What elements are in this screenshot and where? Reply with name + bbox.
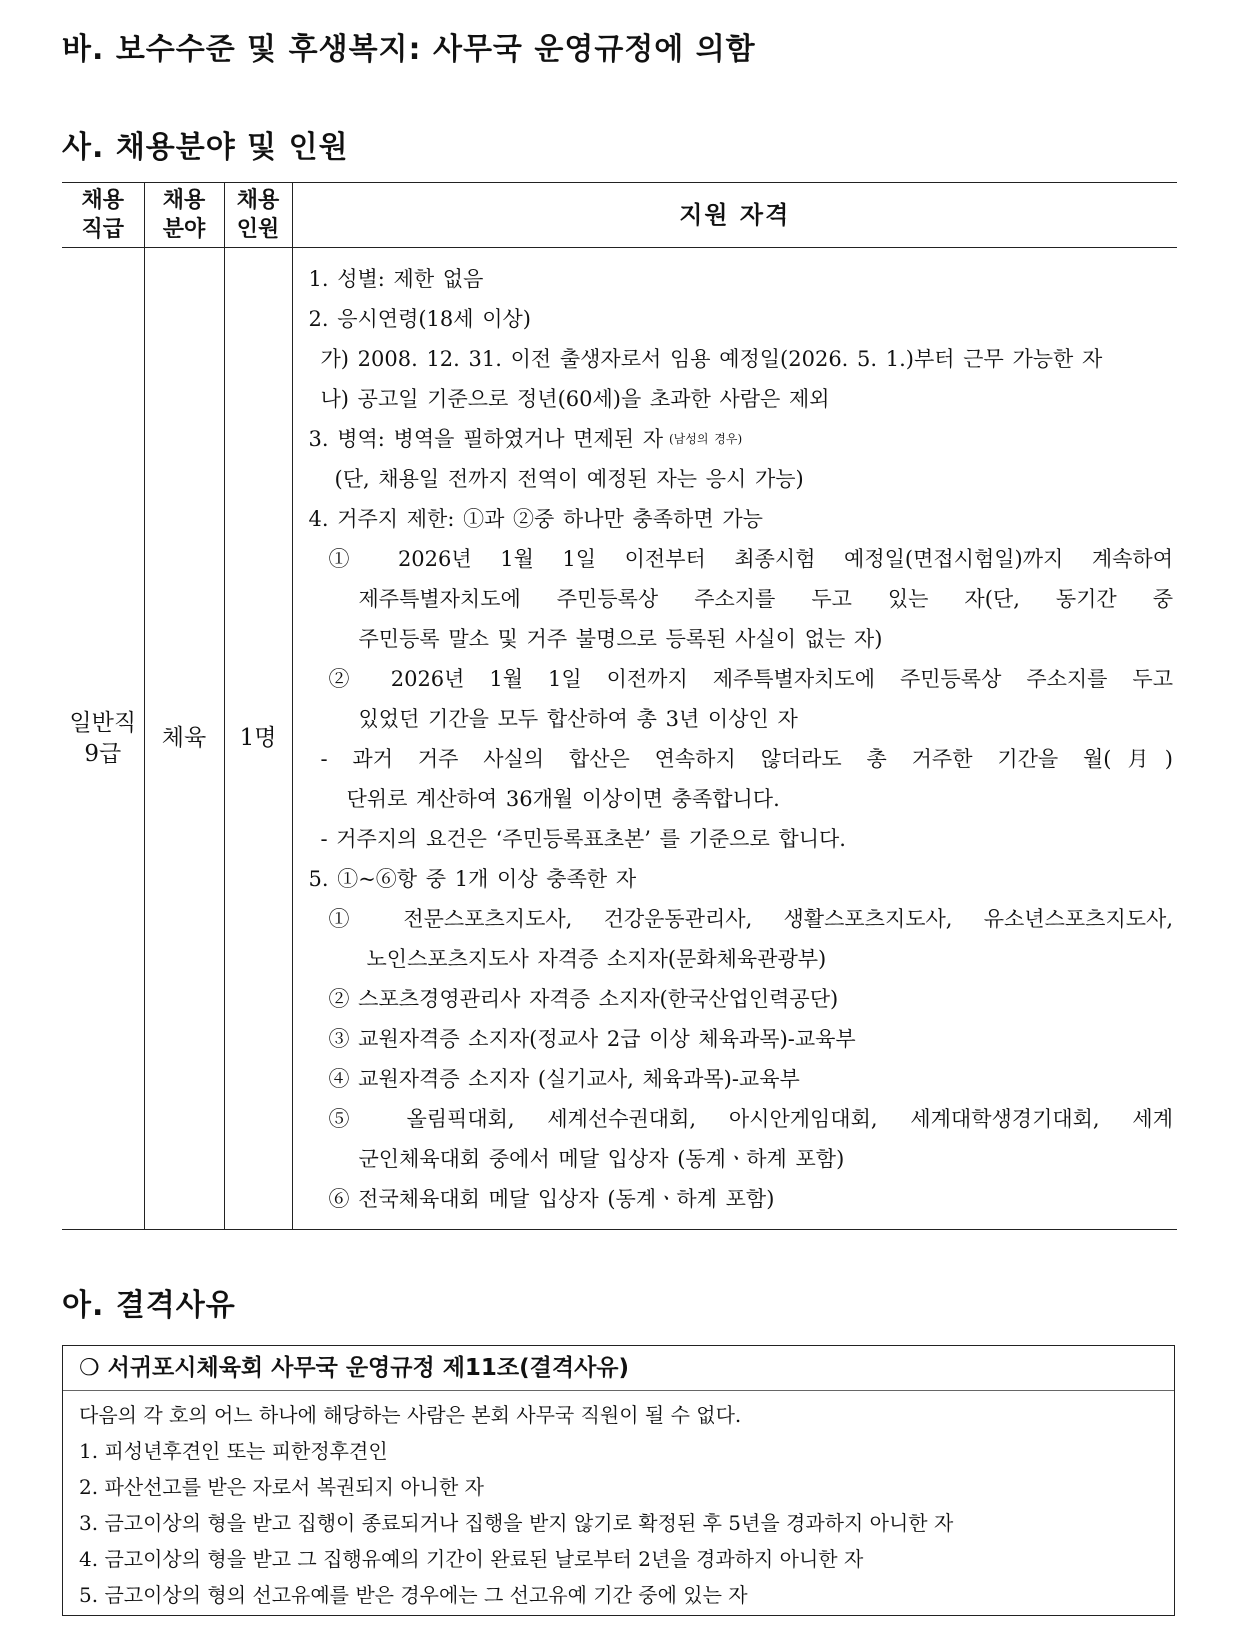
header-field-line1: 채용 [162,188,206,213]
list-item: 1. 피성년후견인 또는 피한정후견인 [79,1439,388,1463]
qual-line: ② 2026년 1월 1일 이전까지 제주특별자치도에 주민등록상 주소지를 두고 [328,667,1173,691]
header-grade-line2: 직급 [81,217,124,242]
qual-line: - 거주지의 요건은 ‘주민등록표초본’ 를 기준으로 합니다. [320,827,846,851]
header-field [144,183,224,248]
qual-line: 5. ①~⑥항 중 1개 이상 충족한 자 [308,867,637,891]
cell-grade [62,248,144,1230]
section-title-pay-benefits: 바. 보수수준 및 후생복지: 사무국 운영규정에 의함 [62,32,756,67]
cell-grade-line1: 일반직 [69,709,137,736]
qual-line: ③ 교원자격증 소지자(정교사 2급 이상 체육과목)-교육부 [328,1027,856,1051]
military-note: (남성의 경우) [669,432,743,446]
qual-line: 1. 성별: 제한 없음 [308,267,484,291]
qual-line: 단위로 계산하여 36개월 이상이면 충족합니다. [346,787,780,811]
qual-military-text: 3. 병역: 병역을 필하였거나 면제된 자 [308,427,663,451]
qual-line: 가) 2008. 12. 31. 이전 출생자로서 임용 예정일(2026. 5. 1.)부터 근무 가능한 자 [320,347,1103,371]
header-count-line2: 인원 [236,217,280,242]
section-title-recruitment: 사. 채용분야 및 인원 [62,130,349,165]
qual-line: ① 2026년 1월 1일 이전부터 최종시험 예정일(면접시험일)까지 계속하여 [328,547,1173,571]
qual-line: ② 스포츠경영관리사 자격증 소지자(한국산업인력공단) [328,987,839,1011]
qual-line: ④ 교원자격증 소지자 (실기교사, 체육과목)-교육부 [328,1067,800,1091]
cell-qualifications [292,248,1177,1230]
qual-line: 노인스포츠지도사 자격증 소지자(문화체육관광부) [366,947,827,971]
qual-line: 제주특별자치도에 주민등록상 주소지를 두고 있는 자(단, 동기간 중 [358,587,1173,611]
section-title-disqualification: 아. 결격사유 [62,1288,236,1323]
table-header-row [62,183,1177,248]
cell-grade-line2: 9급 [84,740,122,767]
header-field-line2: 분야 [162,217,206,242]
header-count-line1: 채용 [236,188,280,213]
qual-line: - 과거 거주 사실의 합산은 연속하지 않더라도 총 거주한 기간을 월(月) [320,747,1173,771]
table-row [62,248,1177,1230]
list-item: 5. 금고이상의 형의 선고유예를 받은 경우에는 그 선고유예 기간 중에 있는 자 [79,1583,748,1607]
qual-line: 군인체육대회 중에서 메달 입상자 (동계ㆍ하계 포함) [358,1147,845,1171]
qual-line: ① 전문스포츠지도사, 건강운동관리사, 생활스포츠지도사, 유소년스포츠지도사, [328,907,1173,931]
header-count [224,183,292,248]
qual-line: 2. 응시연령(18세 이상) [308,307,531,331]
qual-line: 주민등록 말소 및 거주 불명으로 등록된 사실이 없는 자) [358,627,883,651]
list-item: 3. 금고이상의 형을 받고 집행이 종료되거나 집행을 받지 않기로 확정된 후 5년을 경과하지 아니한 자 [79,1511,954,1535]
qual-line-military [309,419,1174,459]
header-grade [62,183,144,248]
cell-count: 1명 [224,248,292,1230]
list-item: 2. 파산선고를 받은 자로서 복권되지 아니한 자 [79,1475,484,1499]
disqualification-heading: ❍ 서귀포시체육회 사무국 운영규정 제11조(결격사유) [63,1346,1174,1391]
cell-field: 체육 [144,248,224,1230]
list-item: 4. 금고이상의 형을 받고 그 집행유예의 기간이 완료된 날로부터 2년을 경과하지 아니한 자 [79,1547,864,1571]
qual-line: 4. 거주지 제한: ①과 ②중 하나만 충족하면 가능 [308,507,763,531]
header-grade-line1: 채용 [81,188,124,213]
qual-line: (단, 채용일 전까지 전역이 예정된 자는 응시 가능) [334,467,804,491]
recruitment-table [62,182,1177,1230]
qual-line: ⑥ 전국체육대회 메달 입상자 (동계ㆍ하계 포함) [328,1187,775,1211]
disqualification-intro: 다음의 각 호의 어느 하나에 해당하는 사람은 본회 사무국 직원이 될 수 없다. [79,1403,742,1427]
qual-line: ⑤ 올림픽대회, 세계선수권대회, 아시안게임대회, 세계대학생경기대회, 세계 [328,1107,1173,1131]
disqualification-body [63,1391,1174,1613]
disqualification-box [62,1345,1175,1616]
header-qualification: 지원 자격 [292,183,1177,248]
qual-line: 있었던 기간을 모두 합산하여 총 3년 이상인 자 [358,707,798,731]
qual-line: 나) 공고일 기준으로 정년(60세)을 초과한 사람은 제외 [320,387,830,411]
